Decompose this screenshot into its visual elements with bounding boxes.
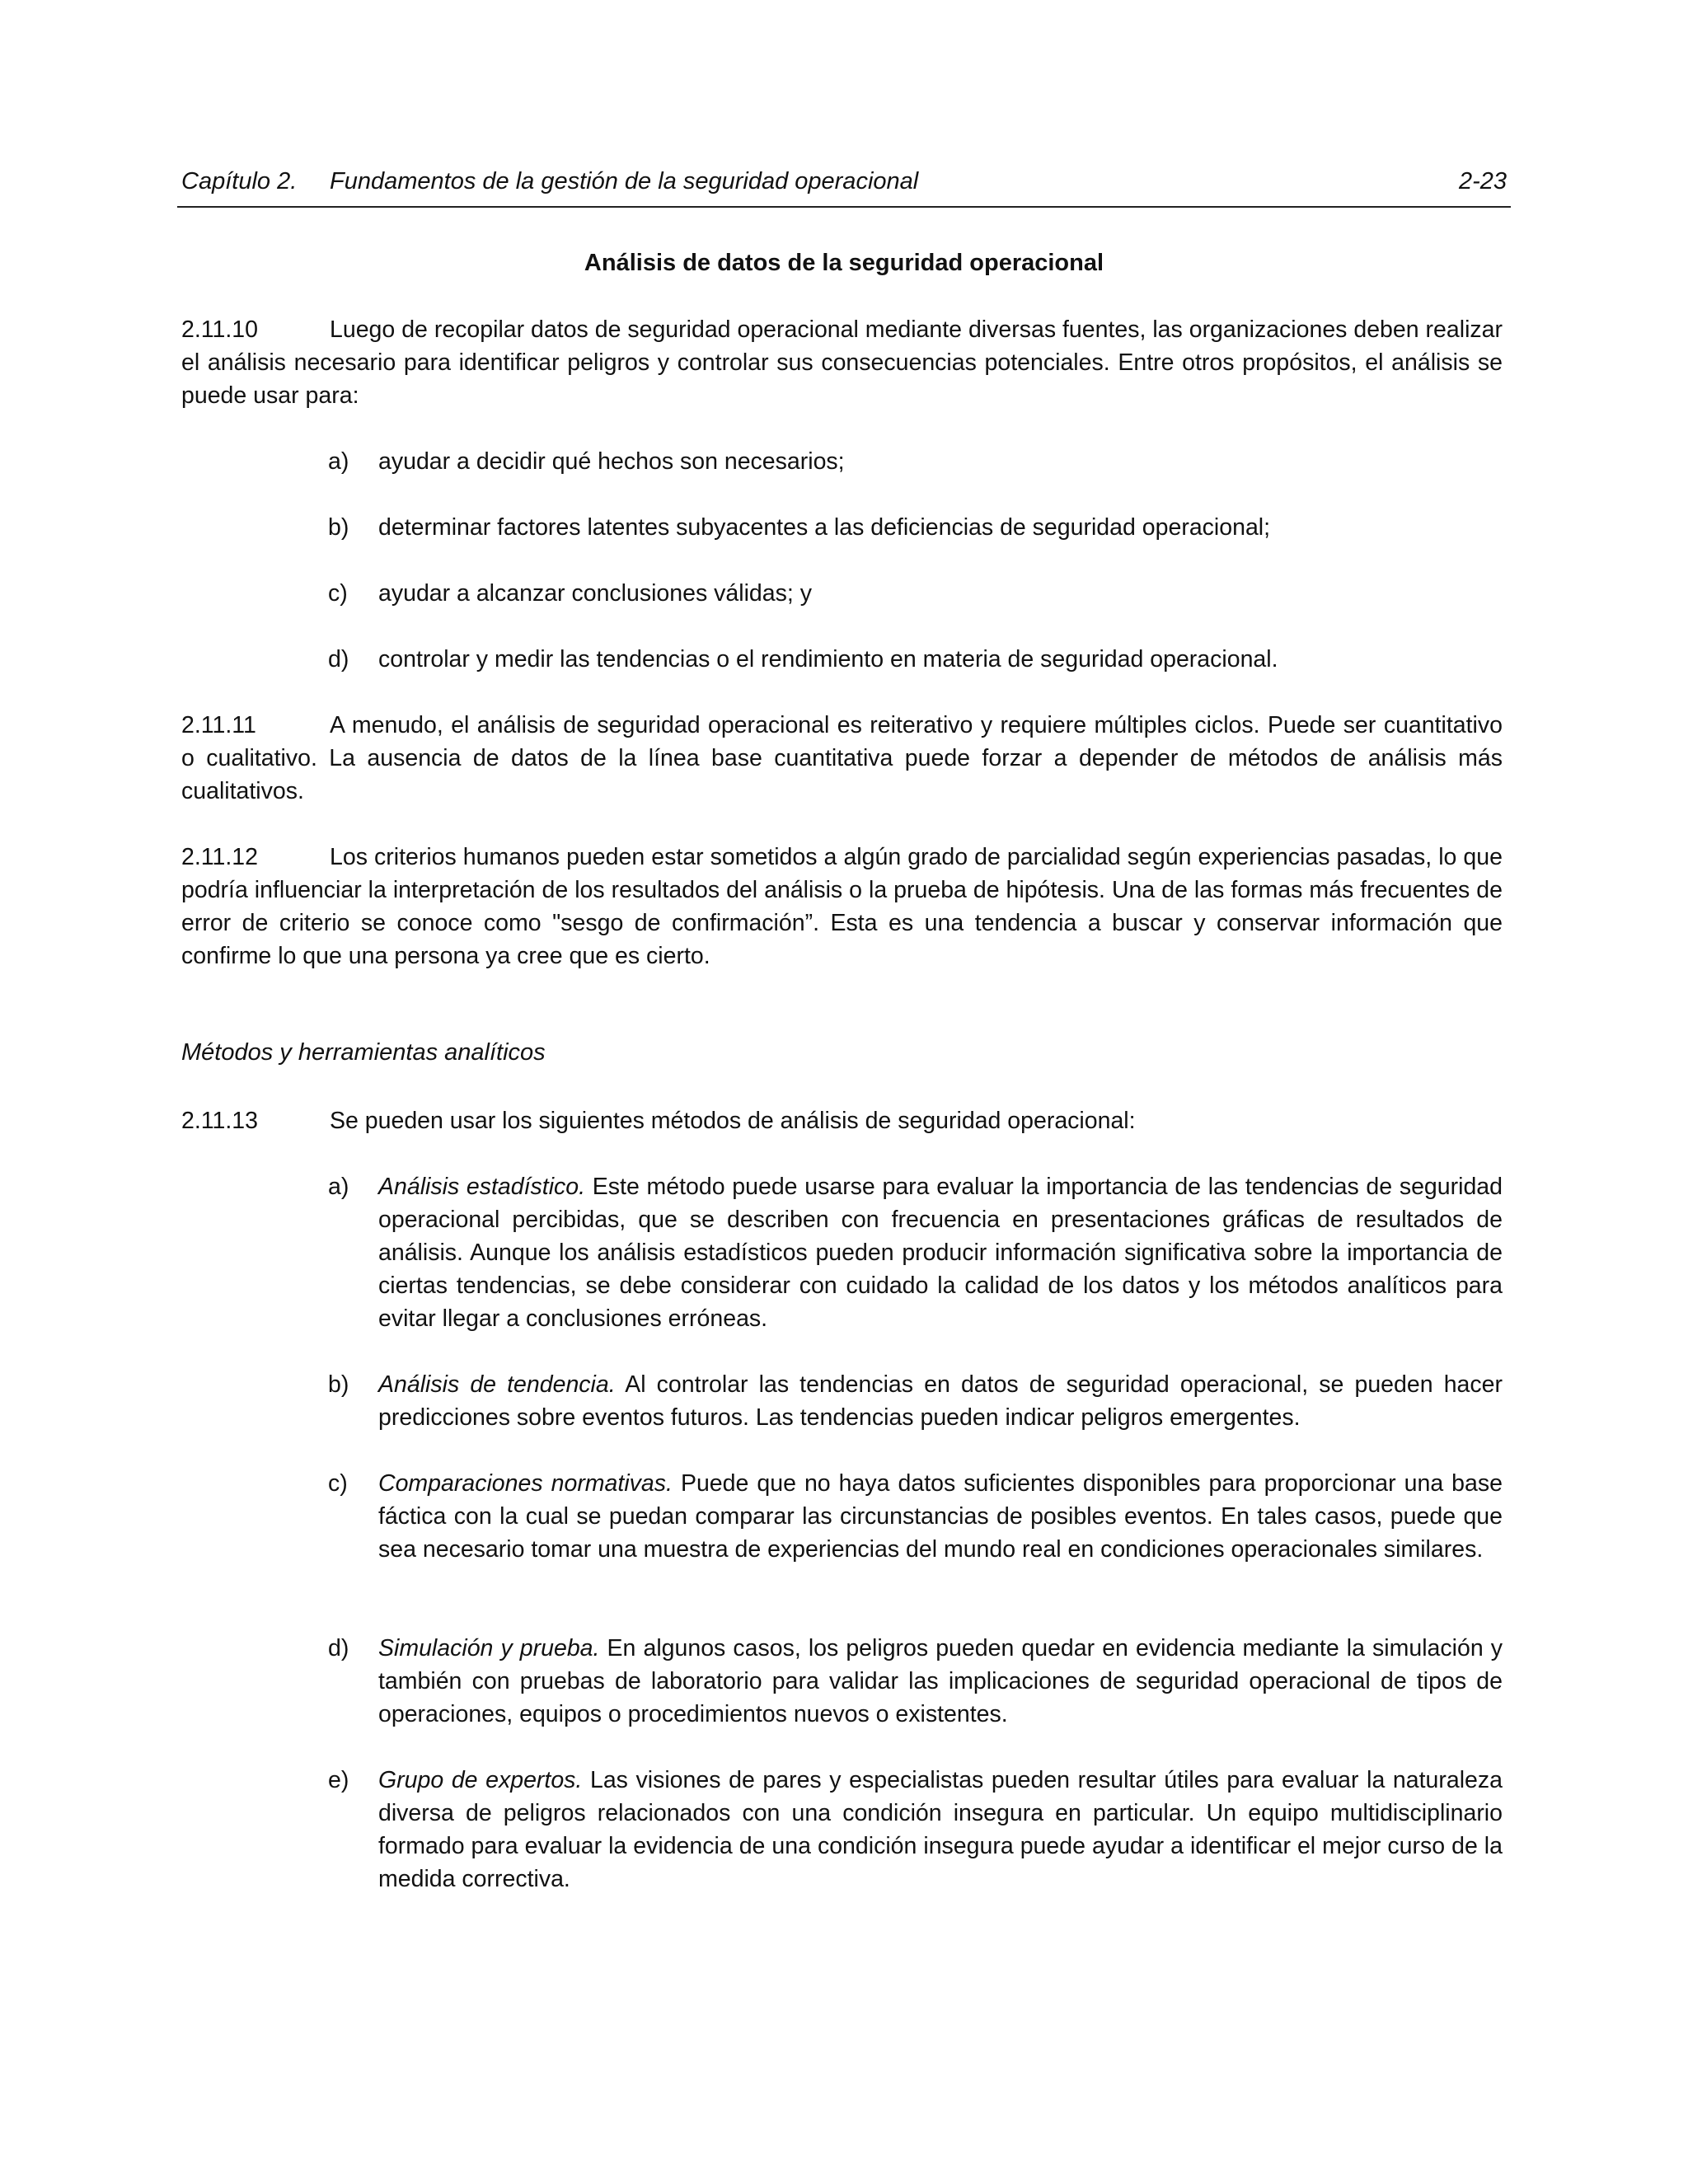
- list-text: [378, 1764, 1503, 1896]
- list-text: [378, 1170, 1503, 1335]
- list-text: determinar factores latentes subyacentes a las deficiencias de seguridad operacional;: [378, 514, 1271, 541]
- method-name: Grupo de expertos.: [378, 1767, 583, 1793]
- method-name: Comparaciones normativas.: [378, 1470, 673, 1497]
- list-text: ayudar a decidir qué hechos son necesarios;: [378, 448, 845, 475]
- paragraph-2-11-13: [181, 1104, 1503, 1137]
- list-label: c): [328, 1470, 348, 1497]
- paragraph-2-11-10: [181, 313, 1503, 412]
- paragraph-text: A menudo, el análisis de seguridad operacional es reiterativo y requiere múltiples ciclos. Puede ser cuantitativo o cualitativo. La ausencia de datos de la línea base cuantitativa puede forzar a depender de métodos de análisis más cualitativos.: [181, 712, 1503, 804]
- section-title: Análisis de datos de la seguridad operacional: [584, 250, 1104, 276]
- list-text: controlar y medir las tendencias o el rendimiento en materia de seguridad operacional.: [378, 646, 1278, 673]
- list-label: c): [328, 580, 348, 607]
- list-label: a): [328, 448, 349, 475]
- chapter-title: Fundamentos de la gestión de la seguridad operacional: [330, 168, 919, 194]
- method-description: Este método puede usarse para evaluar la importancia de las tendencias de seguridad operacional percibidas, que se describen con frecuencia en presentaciones gráficas de resultados de análisis. Aunque los análisis estadísticos pueden producir información significativa sobre la importancia de ciertas tendencias, se debe considerar con cuidado la calidad de los datos y los métodos analíticos para evitar llegar a conclusiones erróneas.: [378, 1174, 1503, 1332]
- chapter-label: Capítulo 2.: [181, 168, 298, 194]
- list-text: [378, 1368, 1503, 1434]
- list-label: d): [328, 1635, 349, 1661]
- method-description: Al controlar las tendencias en datos de seguridad operacional, se pueden hacer predicciones sobre eventos futuros. Las tendencias pueden indicar peligros emergentes.: [378, 1371, 1503, 1431]
- method-name: Análisis estadístico.: [378, 1174, 586, 1200]
- list-label: b): [328, 1371, 349, 1398]
- list-label: d): [328, 646, 349, 673]
- list-label: a): [328, 1174, 349, 1200]
- running-header: [181, 168, 1507, 204]
- paragraph-text: Luego de recopilar datos de seguridad operacional mediante diversas fuentes, las organizaciones deben realizar el análisis necesario para identificar peligros y controlar sus consecuencias potenciales. Entre otros propósitos, el análisis se puede usar para:: [181, 316, 1503, 409]
- list-text: [378, 1467, 1503, 1566]
- paragraph-number: 2.11.10: [181, 316, 258, 343]
- subheading: Métodos y herramientas analíticos: [181, 1039, 546, 1066]
- paragraph-number: 2.11.13: [181, 1108, 258, 1134]
- method-name: Análisis de tendencia.: [378, 1371, 616, 1398]
- list-label: b): [328, 514, 349, 541]
- method-description: Puede que no haya datos suficientes disponibles para proporcionar una base fáctica con la cual se puedan comparar las circunstancias de posibles eventos. En tales casos, puede que sea necesario tomar una muestra de experiencias del mundo real en condiciones operacionales similares.: [378, 1470, 1503, 1563]
- paragraph-2-11-11: [181, 709, 1503, 808]
- method-description: En algunos casos, los peligros pueden quedar en evidencia mediante la simulación y también con pruebas de laboratorio para validar las implicaciones de seguridad operacional de tipos de operaciones, equipos o procedimientos nuevos o existentes.: [378, 1635, 1503, 1727]
- paragraph-2-11-12: [181, 841, 1503, 972]
- paragraph-text: Se pueden usar los siguientes métodos de análisis de seguridad operacional:: [330, 1108, 1136, 1134]
- paragraph-number: 2.11.11: [181, 712, 256, 738]
- list-label: e): [328, 1767, 349, 1793]
- method-name: Simulación y prueba.: [378, 1635, 600, 1661]
- paragraph-number: 2.11.12: [181, 844, 258, 870]
- paragraph-text: Los criterios humanos pueden estar sometidos a algún grado de parcialidad según experiencias pasadas, lo que podría influenciar la interpretación de los resultados del análisis o la prueba de hipótesis. Una de las formas más frecuentes de error de criterio se conoce como "sesgo de confirmación”. Esta es una tendencia a buscar y conservar información que confirme lo que una persona ya cree que es cierto.: [181, 844, 1503, 969]
- list-text: [378, 1632, 1503, 1731]
- list-text: ayudar a alcanzar conclusiones válidas; y: [378, 580, 812, 607]
- method-description: Las visiones de pares y especialistas pueden resultar útiles para evaluar la naturaleza diversa de peligros relacionados con una condición insegura en particular. Un equipo multidisciplinario formado para evaluar la evidencia de una condición insegura puede ayudar a identificar el mejor curso de la medida correctiva.: [378, 1767, 1503, 1892]
- header-rule: [177, 206, 1511, 208]
- page-number: 2-23: [1458, 168, 1507, 194]
